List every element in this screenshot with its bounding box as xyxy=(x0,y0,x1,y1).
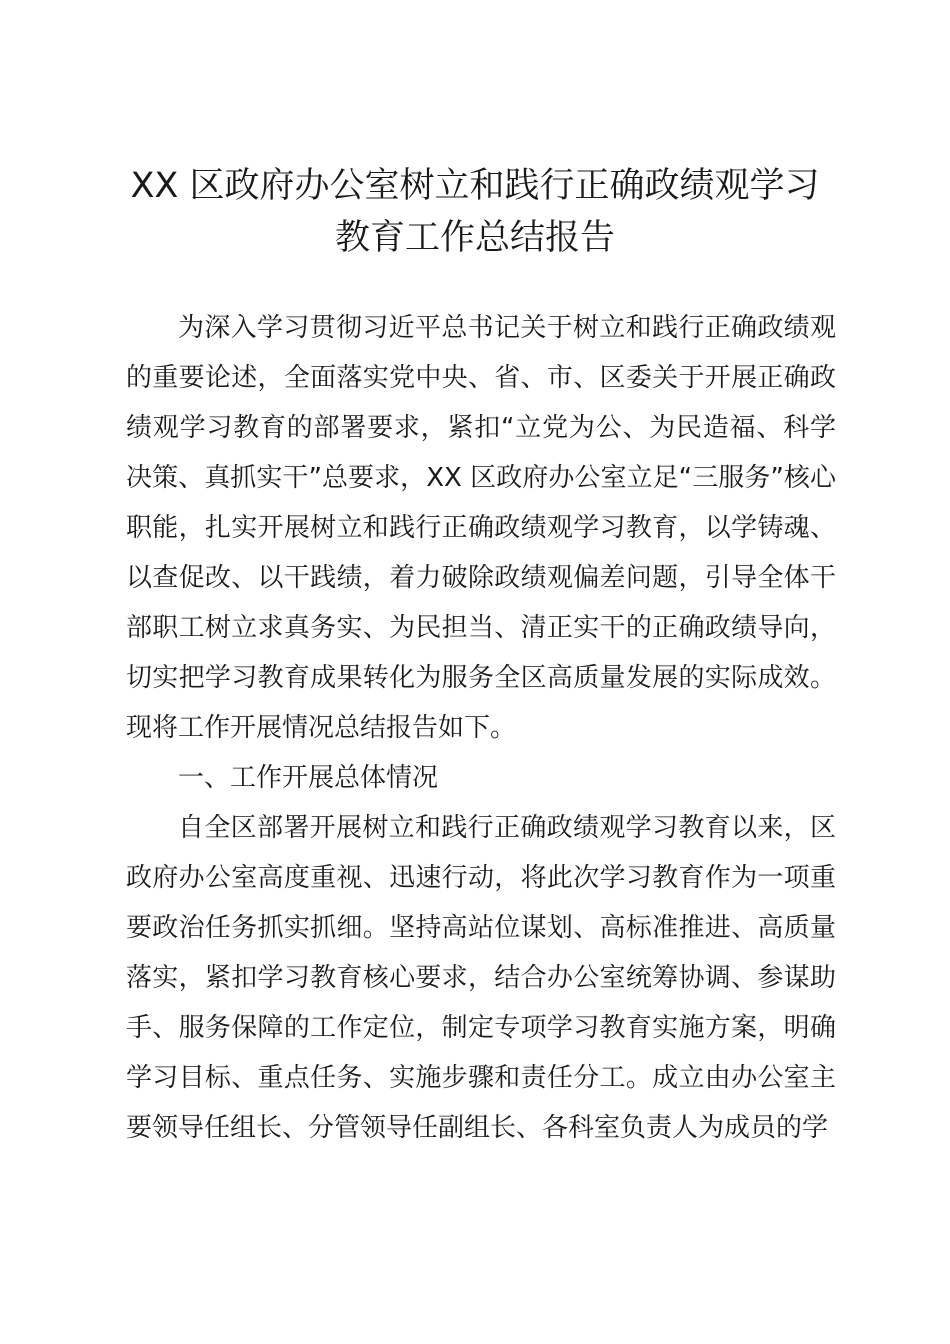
section-heading: 一、工作开展总体情况 xyxy=(178,763,439,793)
document-title xyxy=(100,160,850,264)
intro-paragraph: 为深入学习贯彻习近平总书记关于树立和践行正确政绩观的重要论述，全面落实党中央、省、市、区委关于开展正确政绩观学习教育的部署要求，紧扣“立党为公、为民造福、科学决策、真抓实干”总要求，XX 区政府办公室立足“三服务”核心职能，扎实开展树立和践行正确政绩观学习教育，以学铸魂、以查促改、以干践绩，着力破除政绩观偏差问题，引导全体干部职工树立求真务实、为民担当、清正实干的正确政绩导向，切实把学习教育成果转化为服务全区高质量发展的实际成效。现将工作开展情况总结报告如下。 xyxy=(126,313,836,743)
title-line-1: XX 区政府办公室树立和践行正确政绩观学习 xyxy=(130,166,820,206)
title-line-2: 教育工作总结报告 xyxy=(334,218,615,258)
section-paragraph: 自全区部署开展树立和践行正确政绩观学习教育以来，区政府办公室高度重视、迅速行动，将此次学习教育作为一项重要政治任务抓实抓细。坚持高站位谋划、高标准推进、高质量落实，紧扣学习教育核心要求，结合办公室统筹协调、参谋助手、服务保障的工作定位，制定专项学习教育实施方案，明确学习目标、重点任务、实施步骤和责任分工。成立由办公室主要领导任组长、分管领导任副组长、各科室负责人为成员的学 xyxy=(126,813,836,1143)
document-body xyxy=(126,303,836,1153)
